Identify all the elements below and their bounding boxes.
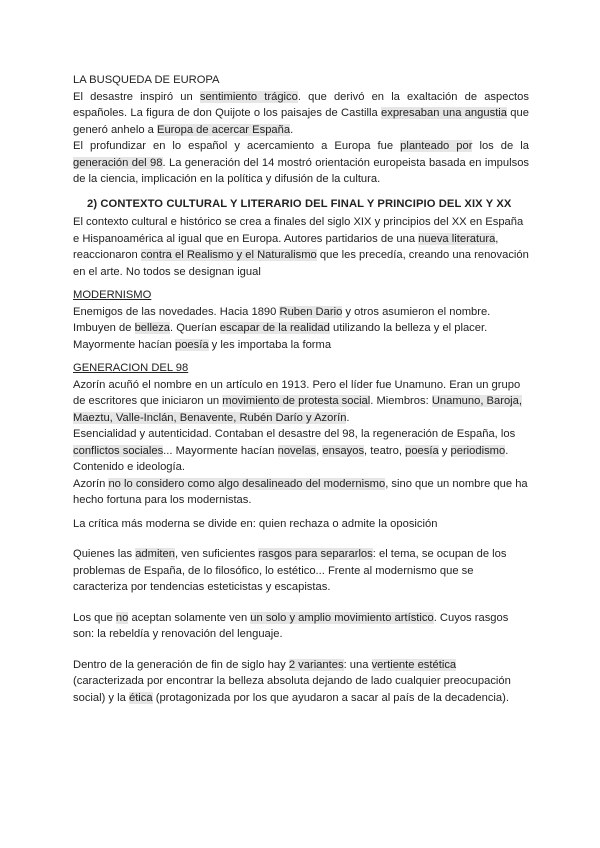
highlight: Ruben Dario bbox=[279, 305, 343, 318]
text: . Cuyos rasgos son: la rebeldía y renovación del lenguaje. bbox=[73, 611, 509, 640]
highlight: poesía bbox=[405, 444, 439, 457]
highlight: Europa de acercar España bbox=[156, 123, 291, 136]
highlight: rasgos para separarlos bbox=[258, 548, 373, 560]
text: Los que bbox=[73, 611, 116, 624]
highlight: generación del 98 bbox=[73, 156, 163, 169]
paragraph-desastre bbox=[73, 89, 529, 139]
text: (caracterizada por encontrar la belleza absoluta dejando de lado cualquier preocupación social) y la bbox=[73, 675, 511, 704]
paragraph-contexto bbox=[73, 214, 529, 280]
text: , reaccionaron bbox=[73, 232, 499, 261]
text: Dentro de la generación de fin de siglo hay bbox=[73, 658, 289, 671]
document-page bbox=[73, 72, 529, 706]
text: El profundizar en lo español y acercamiento a Europa fue bbox=[73, 140, 401, 152]
text: . Querían bbox=[170, 322, 220, 334]
paragraph-azorin-modernismo bbox=[73, 476, 529, 509]
highlight: novelas bbox=[277, 444, 317, 457]
text: y otros asumieron el nombre. bbox=[342, 305, 491, 318]
text: , ven suficientes bbox=[175, 548, 259, 560]
highlight: poesía bbox=[174, 338, 209, 351]
title-busqueda-europa: LA BUSQUEDA DE EUROPA bbox=[73, 74, 220, 86]
highlight: un solo y amplio movimiento artístico bbox=[250, 611, 434, 624]
text: que les precedía, creando una renovación en el arte. No todos se designan igual bbox=[73, 249, 529, 278]
paragraph-enemigos bbox=[73, 304, 529, 321]
highlight: no bbox=[115, 611, 129, 624]
text: El contexto cultural e histórico se crea a finales del siglo XIX y principios del XX en España e Hispanoamérica al igual que en Europa. Autores partidarios de una bbox=[73, 216, 524, 245]
highlight: admiten bbox=[135, 548, 175, 560]
highlight: 2 variantes bbox=[288, 658, 344, 671]
text: . Contenido e ideología. bbox=[73, 444, 509, 473]
text: . Miembros: bbox=[370, 395, 432, 407]
text: Quienes las bbox=[73, 548, 136, 560]
paragraph-azorin bbox=[73, 377, 529, 427]
text: . La generación del 14 mostró orientación europeista basada en impulsos de la ciencia, implicación en la política y difusión de la cultura. bbox=[73, 156, 530, 185]
text: ... Mayormente hacían bbox=[163, 444, 278, 457]
text: Esencialidad y autenticidad. Contaban el desastre del 98, la regeneración de España, los bbox=[73, 428, 516, 440]
highlight: conflictos sociales bbox=[73, 444, 164, 457]
text: Enemigos de las novedades. Hacia 1890 bbox=[73, 305, 280, 318]
highlight: Unamuno, Baroja, Maeztu, Valle-Inclán, Benavente, Rubén Darío y Azorín bbox=[73, 395, 522, 424]
paragraph-esencialidad bbox=[73, 426, 529, 476]
highlight: contra el Realismo y el Naturalismo bbox=[140, 249, 317, 261]
highlight: no lo considero como algo desalineado del modernismo bbox=[108, 477, 386, 490]
text: Azorín bbox=[73, 477, 109, 490]
paragraph-profundizar bbox=[73, 138, 529, 188]
highlight: ética bbox=[128, 691, 153, 704]
text: y bbox=[438, 444, 451, 457]
paragraph-critica: La crítica más moderna se divide en: quien rechaza o admite la oposición bbox=[73, 517, 438, 530]
heading-modernismo: MODERNISMO bbox=[73, 289, 152, 301]
text: El desastre inspiró un bbox=[73, 90, 200, 103]
highlight: planteado por bbox=[400, 140, 473, 152]
heading-generacion-98: GENERACION DEL 98 bbox=[73, 362, 189, 374]
text: , teatro, bbox=[364, 444, 406, 457]
text: Azorín acuñó el nombre en un artículo en 1913. Pero el líder fue Unamuno. Eran un grupo de escritores que iniciaron un bbox=[73, 378, 521, 407]
text: (protagonizada por los que ayudaron a sacar al país de la decadencia). bbox=[152, 691, 509, 704]
paragraph-no-aceptan bbox=[73, 610, 529, 643]
text: , sino que un nombre que ha hecho fortuna para los modernistas. bbox=[73, 477, 528, 506]
paragraph-quienes-admiten bbox=[73, 546, 529, 596]
section-heading-contexto: 2) CONTEXTO CULTURAL Y LITERARIO DEL FINAL Y PRINCIPIO DEL XIX Y XX bbox=[87, 197, 512, 210]
highlight: vertiente estética bbox=[371, 658, 457, 671]
highlight: escapar de la realidad bbox=[219, 322, 330, 334]
text: Imbuyen de bbox=[73, 322, 135, 334]
text: : el tema, se ocupan de los problemas de España, de lo filosófico, lo estético... Frente al modernismo que se caracteriza por tendencias esteticistas y escapistas. bbox=[73, 548, 507, 593]
paragraph-variantes bbox=[73, 657, 529, 707]
text: y les importaba la forma bbox=[208, 338, 332, 351]
text: . que derivó en la exaltación de aspectos españoles. La figura de don Quijote o los paisajes de Castilla bbox=[73, 90, 529, 119]
highlight: periodismo bbox=[450, 444, 506, 457]
highlight: ensayos bbox=[322, 444, 365, 457]
text: , bbox=[316, 444, 323, 457]
text: . bbox=[346, 411, 350, 424]
highlight: belleza bbox=[134, 322, 171, 334]
highlight: nueva literatura bbox=[418, 232, 496, 245]
text: utilizando la belleza y el placer. Mayormente hacían bbox=[73, 322, 488, 351]
text: aceptan solamente ven bbox=[128, 611, 251, 624]
text: los de la bbox=[472, 140, 529, 152]
highlight: movimiento de protesta social bbox=[222, 395, 371, 407]
text: : una bbox=[343, 658, 372, 671]
highlight: sentimiento trágico bbox=[199, 90, 298, 103]
highlight: expresaban una angustia bbox=[381, 107, 508, 119]
paragraph-imbuyen bbox=[73, 320, 529, 353]
text: que generó anhelo a bbox=[73, 107, 529, 136]
text: . bbox=[290, 123, 294, 136]
